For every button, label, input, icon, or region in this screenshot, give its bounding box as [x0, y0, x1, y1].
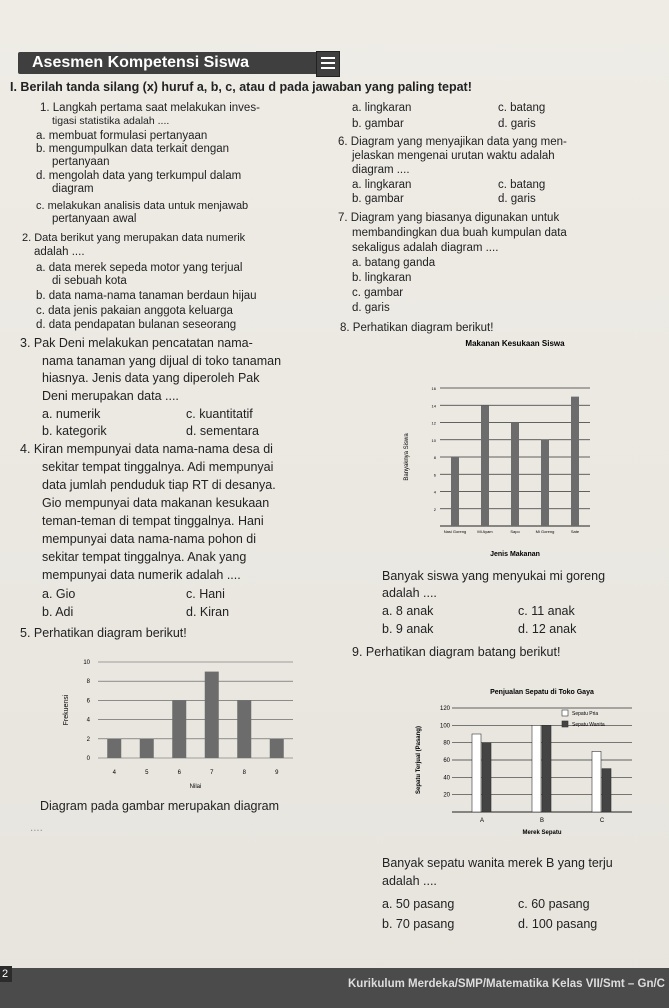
x-tick-label: B	[539, 818, 545, 824]
y-tick-label: 4	[86, 717, 90, 724]
bar	[541, 440, 549, 526]
q3-option-c[interactable]: c. kuantitatif	[186, 407, 253, 421]
q8-option-c[interactable]: c. 11 anak	[518, 604, 575, 618]
q4-option-c[interactable]: c. Hani	[186, 587, 225, 601]
x-tick-label: Mi Ayam	[477, 529, 493, 534]
legend-swatch	[562, 710, 568, 716]
y-tick-label: 20	[443, 792, 450, 799]
q4-option-b[interactable]: b. Adi	[42, 605, 74, 619]
y-tick-label: 0	[86, 756, 90, 762]
x-axis-label: Jenis Makanan	[490, 551, 540, 558]
q6-text-3: diagram ....	[352, 164, 410, 176]
q8-option-a[interactable]: a. 8 anak	[382, 604, 434, 618]
x-tick-label: A	[479, 818, 485, 824]
y-tick-label: 60	[443, 758, 450, 764]
x-tick-label: Mi Goreng	[535, 529, 555, 534]
x-tick-label: Sate	[570, 529, 580, 534]
q2-option-a-cont: di sebuah kota	[52, 275, 127, 287]
x-axis-label: Nilai	[189, 784, 202, 790]
q2-text-1: 2. Data berikut yang merupakan data numerik	[22, 232, 246, 244]
q4-text-4: Gio mempunyai data makanan kesukaan	[42, 496, 270, 510]
q9-option-b[interactable]: b. 70 pasang	[382, 917, 455, 931]
q1-option-a[interactable]: a. membuat formulasi pertanyaan	[36, 130, 208, 142]
q3-text-1: 3. Pak Deni melakukan pencatatan nama-	[20, 336, 253, 350]
q8-option-b[interactable]: b. 9 anak	[382, 622, 434, 636]
q9-text-1: 9. Perhatikan diagram batang berikut!	[352, 645, 561, 659]
book-icon	[316, 51, 340, 77]
q5-text-dots: ....	[30, 822, 43, 834]
q5-text-after: Diagram pada gambar merupakan diagram	[40, 799, 280, 813]
q3-text-4: Deni merupakan data ....	[42, 389, 179, 403]
q7-text-3: sekaligus adalah diagram ....	[352, 242, 499, 254]
y-axis-label: Banyaknya Siswa	[404, 433, 410, 481]
q4-option-a[interactable]: a. Gio	[42, 587, 76, 601]
y-tick-label: 6	[433, 472, 436, 478]
q6-option-a[interactable]: a. lingkaran	[352, 179, 412, 191]
q1-text-1: 1. Langkah pertama saat melakukan inves-	[40, 102, 260, 114]
y-tick-label: 10	[83, 660, 90, 666]
q4-text-8: mempunyai data numerik adalah ....	[42, 568, 241, 582]
x-tick-label: Nasi Goreng	[443, 529, 467, 534]
q5-option-d[interactable]: d. garis	[498, 118, 536, 130]
chart-title: Penjualan Sepatu di Toko Gaya	[490, 689, 594, 696]
chart-title: Makanan Kesukaan Siswa	[465, 339, 565, 348]
legend-label: Sepatu Wanita	[572, 722, 605, 728]
q4-text-1: 4. Kiran mempunyai data nama-nama desa di	[20, 442, 273, 456]
x-tick-label: 6	[177, 770, 181, 776]
q2-option-d[interactable]: d. data pendapatan bulanan seseorang	[36, 319, 237, 331]
bar	[451, 457, 459, 526]
q1-option-c[interactable]: c. melakukan analisis data untuk menjawab	[36, 200, 249, 212]
q8-text-1: 8. Perhatikan diagram berikut!	[340, 322, 494, 334]
q5-option-a[interactable]: a. lingkaran	[352, 102, 412, 114]
q8-option-d[interactable]: d. 12 anak	[518, 622, 577, 636]
q2-option-c[interactable]: c. data jenis pakaian anggota keluarga	[36, 305, 233, 317]
y-tick-label: 8	[433, 455, 436, 460]
y-tick-label: 40	[443, 775, 450, 782]
bar	[472, 734, 481, 812]
q9-option-a[interactable]: a. 50 pasang	[382, 897, 455, 911]
x-tick-label: 7	[210, 770, 214, 776]
y-axis-label: Sepatu Terjual (Pasang)	[416, 726, 422, 794]
footer-text: Kurikulum Merdeka/SMP/Matematika Kelas VII/Smt – Gn/C	[348, 978, 665, 990]
bar	[481, 405, 489, 526]
bar	[592, 751, 601, 812]
y-axis-label: Frekuensi	[63, 694, 70, 726]
y-tick-label: 6	[86, 698, 90, 705]
q8-text-after-1: Banyak siswa yang menyukai mi goreng	[382, 569, 606, 583]
q1-option-c-cont: pertanyaan awal	[52, 213, 137, 225]
q4-text-7: sekitar tempat tinggalnya. Anak yang	[42, 550, 247, 564]
x-axis-label: Merek Sepatu	[522, 830, 562, 836]
q1-option-b[interactable]: b. mengumpulkan data terkait dengan	[36, 143, 230, 155]
y-tick-label: 14	[431, 403, 436, 409]
q5-option-c[interactable]: c. batang	[498, 102, 546, 114]
q2-option-b[interactable]: b. data nama-nama tanaman berdaun hijau	[36, 290, 257, 302]
x-tick-label: 5	[145, 770, 149, 776]
shoe-sales-bar-chart	[412, 682, 640, 858]
q3-option-a[interactable]: a. numerik	[42, 407, 101, 421]
y-tick-label: 4	[433, 489, 436, 495]
bar	[270, 739, 284, 758]
q9-option-d[interactable]: d. 100 pasang	[518, 917, 598, 931]
y-tick-label: 80	[443, 740, 450, 747]
y-tick-label: 8	[86, 679, 90, 686]
q7-option-a[interactable]: a. batang ganda	[352, 257, 436, 269]
q1-option-b-cont: pertanyaan	[52, 156, 110, 168]
x-tick-label: 9	[275, 770, 279, 776]
y-tick-label: 10	[431, 437, 436, 443]
q7-option-c[interactable]: c. gambar	[352, 287, 404, 299]
q3-option-b[interactable]: b. kategorik	[42, 424, 107, 438]
q9-option-c[interactable]: c. 60 pasang	[518, 897, 590, 911]
page-title-banner: Asesmen Kompetensi Siswa	[18, 52, 332, 74]
frequency-bar-chart	[38, 642, 300, 792]
q5-option-b[interactable]: b. gambar	[352, 118, 404, 130]
bar	[532, 725, 541, 812]
legend-label: Sepatu Pria	[572, 711, 599, 717]
q1-option-d[interactable]: d. mengolah data yang terkumpul dalam	[36, 170, 242, 182]
bar	[542, 725, 551, 812]
bar	[107, 739, 121, 758]
q4-text-3: data jumlah penduduk tiap RT di desanya.	[42, 478, 276, 492]
bar	[511, 423, 519, 527]
q3-text-2: nama tanaman yang dijual di toko tanaman	[42, 354, 282, 368]
legend-swatch	[562, 721, 568, 727]
q4-text-6: mempunyai data nama-nama pohon di	[42, 532, 257, 546]
q3-text-3: hiasnya. Jenis data yang diperoleh Pak	[42, 371, 260, 385]
bar	[482, 743, 491, 812]
bar	[237, 700, 251, 758]
q7-text-1: 7. Diagram yang biasanya digunakan untuk	[338, 212, 560, 224]
x-tick-label: 8	[242, 770, 246, 776]
q6-text-2: jelaskan mengenai urutan waktu adalah	[352, 150, 555, 162]
y-tick-label: 120	[439, 706, 450, 712]
q4-text-5: teman-teman di tempat tinggalnya. Hani	[42, 514, 264, 528]
q7-option-d[interactable]: d. garis	[352, 302, 390, 314]
q5-text-1: 5. Perhatikan diagram berikut!	[20, 626, 187, 640]
y-tick-label: 100	[439, 723, 450, 730]
bar	[602, 769, 611, 812]
q6-option-b[interactable]: b. gambar	[352, 193, 404, 205]
q1-text-2: tigasi statistika adalah ....	[52, 115, 170, 127]
q8-text-after-2: adalah ....	[382, 586, 437, 600]
bar	[172, 700, 186, 758]
page-number: 2	[0, 966, 12, 982]
instruction: I. Berilah tanda silang (x) huruf a, b, c, atau d pada jawaban yang paling tepat!	[10, 80, 472, 94]
q1-option-d-cont: diagram	[52, 183, 94, 195]
bar	[140, 739, 154, 758]
q7-text-2: membandingkan dua buah kumpulan data	[352, 227, 567, 239]
q9-text-after-1: Banyak sepatu wanita merek B yang terju	[382, 856, 613, 870]
q3-option-d[interactable]: d. sementara	[186, 424, 259, 438]
food-bar-chart	[400, 338, 610, 568]
bar	[571, 397, 579, 526]
q6-option-d[interactable]: d. garis	[498, 193, 536, 205]
q6-option-c[interactable]: c. batang	[498, 179, 546, 191]
y-tick-label: 2	[433, 506, 436, 512]
q2-option-a[interactable]: a. data merek sepeda motor yang terjual	[36, 262, 243, 274]
x-tick-label: Sapo	[510, 529, 520, 534]
x-tick-label: C	[599, 818, 605, 824]
y-tick-label: 2	[86, 736, 90, 743]
q2-text-2: adalah ....	[34, 246, 85, 258]
q6-text-1: 6. Diagram yang menyajikan data yang men-	[338, 136, 567, 148]
y-tick-label: 12	[431, 420, 436, 426]
q7-option-b[interactable]: b. lingkaran	[352, 272, 412, 284]
q9-text-after-2: adalah ....	[382, 874, 437, 888]
x-tick-label: 4	[112, 770, 116, 776]
bar	[205, 672, 219, 758]
q4-option-d[interactable]: d. Kiran	[186, 605, 230, 619]
y-tick-label: 16	[431, 386, 436, 391]
q4-text-2: sekitar tempat tinggalnya. Adi mempunyai	[42, 460, 274, 474]
